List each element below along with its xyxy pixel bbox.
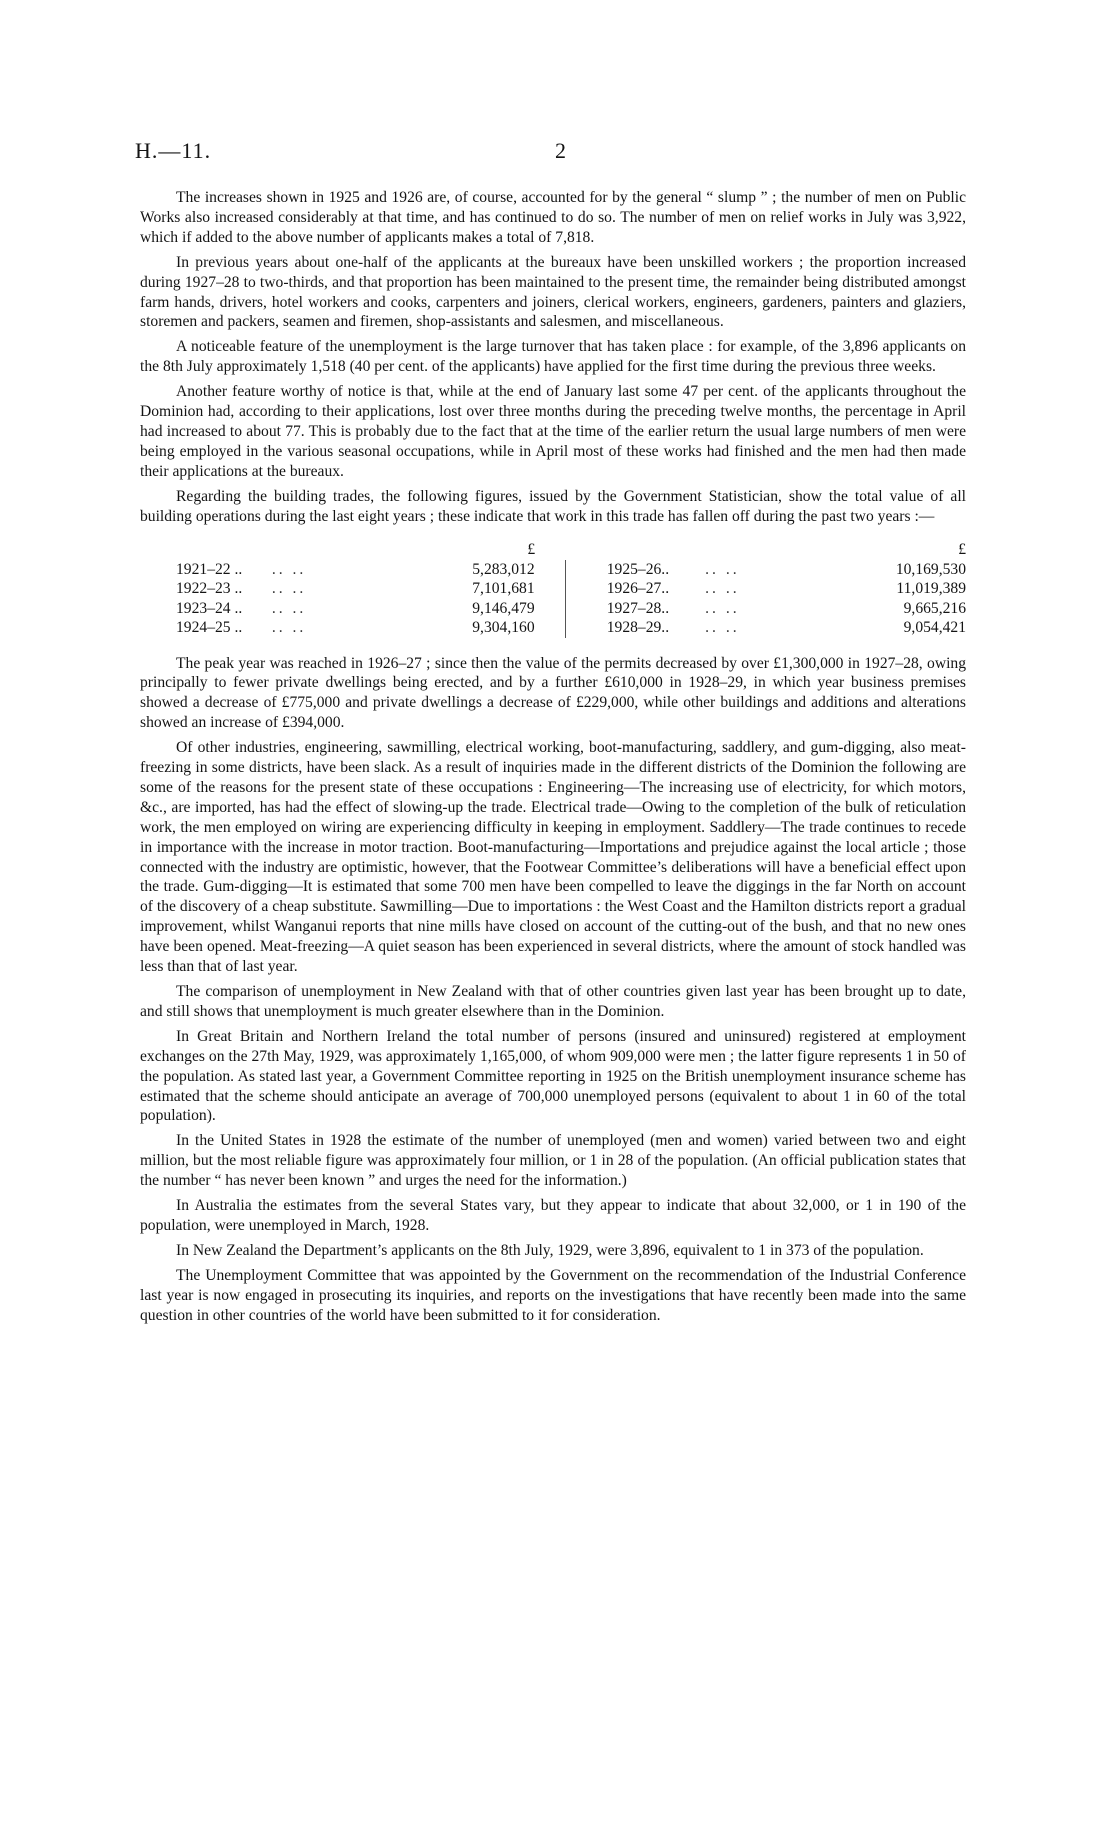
paragraph: In Great Britain and Northern Ireland the total number of persons (insured and uninsured) registered at employment exchanges on the 27th May, 1929, was approximately 1,165,000, of whom 909,000 were men ; the latter figure represents 1 in 50 of the population. As stated last year, a Government Committee reporting in 1925 on the British unemployment insurance scheme has estimated that the scheme should anticipate an average of 700,000 unemployed persons (equivalent to about 1 in 60 of the total population). — [140, 1027, 966, 1125]
currency-header-right: £ — [958, 541, 966, 558]
table-header-row — [176, 541, 966, 560]
paragraph: Of other industries, engineering, sawmilling, electrical working, boot-manufacturing, saddlery, and gum-digging, also meat-freezing in some districts, have been slack. As a result of inquiries made in the different districts of the Dominion the following are some of the reasons for the present state of these occupations : Engineering—The increasing use of electricity, for which motors, &c., are imported, has had the effect of slowing-up the trade. Electrical trade—Owing to the completion of the bulk of reticulation work, the men employed on wiring are experiencing difficulty in keeping in employment. Saddlery—The trade continues to recede in importance with the increase in motor traction. Boot-manufacturing—Importations and prejudice against the local article ; those connected with the industry are optimistic, however, that the Footwear Committee’s deliberations will have a beneficial effect upon the trade. Gum-digging—It is estimated that some 700 men have been compelled to leave the diggings in the far North on account of the discovery of a cheap substitute. Sawmilling—Due to importations : the West Coast and the Hamilton districts report a gradual improvement, whilst Wanganui reports that nine mills have closed on account of the cutting-out of the bush, and that no new ones have been opened. Meat-freezing—A quiet season has been experienced in several districts, where the amount of stock handled was less than that of last year. — [140, 739, 966, 976]
paragraph: In previous years about one-half of the applicants at the bureaux have been unskilled workers ; the proportion increased during 1927–28 to two-thirds, and that proportion has been maintained to the present time, the remainder being distributed amongst farm hands, drivers, hotel workers and cooks, carpenters and joiners, clerical workers, engineers, gardeners, painters and glaziers, storemen and packers, seamen and firemen, shop-assistants and salesmen, and miscellaneous. — [140, 253, 966, 331]
leader-dots: .. .. — [705, 619, 740, 636]
paragraph: A noticeable feature of the unemployment is the large turnover that has taken place : for example, of the 3,896 applicants on the 8th July approximately 1,518 (40 per cent. of the applicants) have applied for the first time during the previous three weeks. — [140, 338, 966, 376]
year-cell: 1925–26.. — [606, 560, 670, 578]
year-cell: 1922–23 .. — [176, 580, 243, 597]
leader-dots: .. .. — [271, 580, 307, 597]
value-cell: 9,304,160 — [472, 619, 535, 636]
paragraph: The Unemployment Committee that was appointed by the Government on the recommendation of the Industrial Conference last year is now engaged in prosecuting its inquiries, and reports on the investigations that have recently been made into the same question in other countries of the world have been submitted to it for consideration. — [140, 1266, 966, 1324]
leader-dots: .. .. — [271, 619, 307, 636]
paragraph: The peak year was reached in 1926–27 ; since then the value of the permits decreased by over £1,300,000 in 1927–28, owing principally to fewer private dwellings being erected, and by a further £610,000 in 1928–29, in which year business premises showed a decrease of £775,000 and private dwellings a decrease of £229,000, while other buildings and additions and alterations showed an increase of £394,000. — [140, 654, 966, 732]
year-cell: 1926–27.. — [606, 580, 670, 597]
table-row — [176, 599, 966, 619]
paragraph: Regarding the building trades, the following figures, issued by the Government Statistician, show the total value of all building operations during the last eight years ; these indicate that work in this trade has fallen off during the past two years :— — [140, 487, 966, 525]
page-header — [135, 138, 585, 168]
paragraph: In Australia the estimates from the several States vary, but they appear to indicate that about 32,000, or 1 in 190 of the population, were unemployed in March, 1928. — [140, 1197, 966, 1234]
table-row — [176, 579, 966, 599]
year-cell: 1921–22 .. — [176, 560, 243, 578]
year-cell: 1927–28.. — [606, 599, 670, 617]
leader-dots: .. .. — [705, 580, 740, 597]
leader-dots: .. .. — [271, 599, 307, 617]
paragraph: In the United States in 1928 the estimate of the number of unemployed (men and women) varied between two and eight million, but the most reliable figure was approximately four million, or 1 in 28 of the population. (An official publication states that the number “ has never been known ” and urges the need for the information.) — [140, 1132, 966, 1190]
paragraph: Another feature worthy of notice is that, while at the end of January last some 47 per cent. of the applicants throughout the Dominion had, according to their applications, lost over three months during the preceding twelve months, the percentage in April had increased to about 77. This is probably due to the fact that at the time of the earlier return the usual large numbers of men were being employed in the various seasonal occupations, while in April most of these works had finished and the men had then made their applications at the bureaux. — [140, 383, 966, 480]
table-row — [176, 618, 966, 638]
year-cell: 1923–24 .. — [176, 599, 243, 617]
value-cell: 9,665,216 — [903, 599, 966, 617]
value-cell: 11,019,389 — [896, 580, 966, 597]
document-code: H.—11. — [135, 138, 212, 163]
leader-dots: .. .. — [705, 599, 740, 617]
currency-header-left: £ — [527, 541, 536, 558]
paragraph: The increases shown in 1925 and 1926 are, of course, accounted for by the general “ slump ” ; the number of men on Public Works also increased considerably at that time, and has continued to do so. The number of men on relief works in July was 3,922, which if added to the above number of applicants makes a total of 7,818. — [140, 189, 966, 246]
page-number: 2 — [555, 138, 566, 163]
paragraph: The comparison of unemployment in New Zealand with that of other countries given last year has been brought up to date, and still shows that unemployment is much greater elsewhere than in the Dominion. — [140, 983, 966, 1020]
table-row — [176, 560, 966, 580]
value-cell: 5,283,012 — [472, 560, 535, 578]
value-cell: 7,101,681 — [472, 580, 535, 597]
year-cell: 1928–29.. — [606, 619, 670, 636]
year-cell: 1924–25 .. — [176, 619, 243, 636]
body-text — [140, 188, 966, 1331]
building-trades-table — [176, 541, 966, 638]
paragraph: In New Zealand the Department’s applicants on the 8th July, 1929, were 3,896, equivalent to 1 in 373 of the population. — [176, 1241, 924, 1259]
value-cell: 9,146,479 — [472, 599, 535, 617]
leader-dots: .. .. — [705, 560, 740, 578]
value-cell: 10,169,530 — [895, 560, 966, 578]
value-cell: 9,054,421 — [903, 619, 966, 636]
leader-dots: .. .. — [271, 560, 307, 578]
